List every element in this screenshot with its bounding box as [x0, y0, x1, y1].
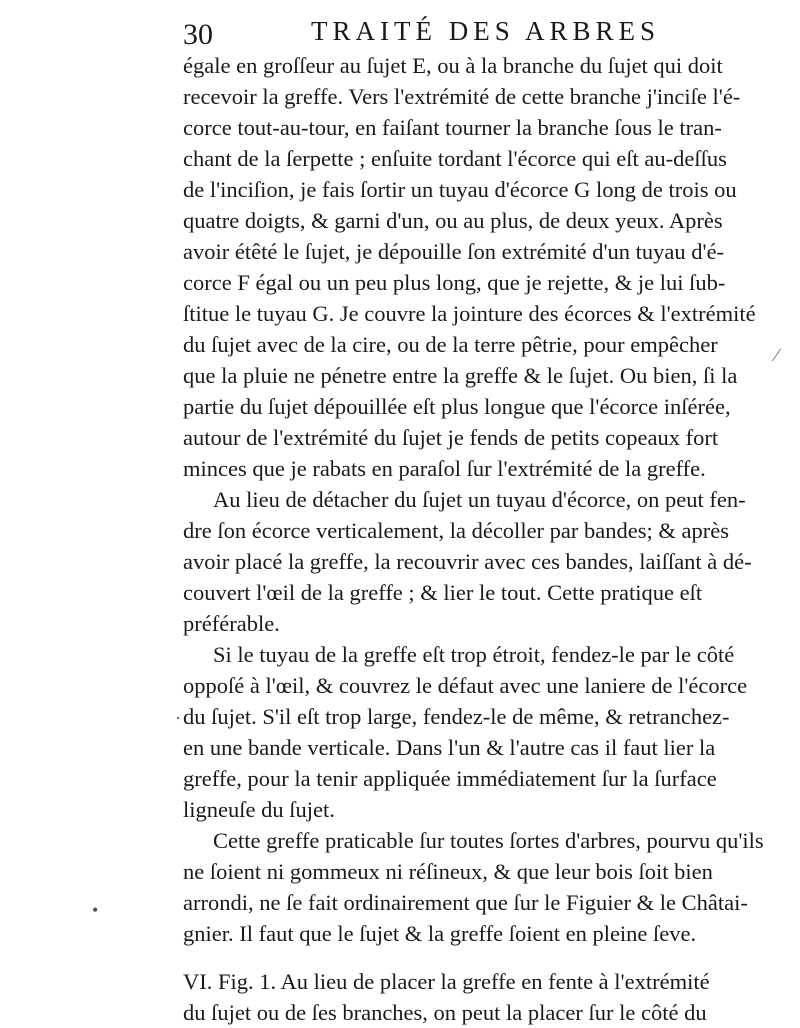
margin-mark: ⁄	[775, 345, 779, 365]
text-line: corce F égal ou un peu plus long, que je rejette, & je lui ſub-	[183, 270, 726, 295]
text-line: du ſujet avec de la cire, ou de la terre pêtrie, pour empêcher	[183, 332, 718, 357]
text-line: dre ſon écorce verticalement, la décoller par bandes; & après	[183, 518, 729, 543]
text-line: du ſujet ou de ſes branches, on peut la placer ſur le côté du	[183, 1000, 707, 1025]
running-title: TRAITÉ DES ARBRES	[311, 16, 661, 46]
text-line: arrondi, ne ſe fait ordinairement que ſur le Figuier & le Châtai-	[183, 890, 748, 915]
paragraph-3	[183, 639, 758, 825]
paragraph-1	[183, 50, 758, 484]
ink-speck: ·	[175, 708, 181, 728]
text-line: VI. Fig. 1. Au lieu de placer la greffe en fente à l'extrémité	[183, 969, 710, 994]
text-line: minces que je rabats en paraſol ſur l'extrémité de la greffe.	[183, 456, 706, 481]
text-line: Cette greffe praticable ſur toutes ſortes d'arbres, pourvu qu'ils	[213, 828, 764, 853]
text-line: préférable.	[183, 611, 280, 636]
text-line: ſtitue le tuyau G. Je couvre la jointure des écorces & l'extrémité	[183, 301, 756, 326]
page-header	[183, 12, 743, 52]
text-line: greffe, pour la tenir appliquée immédiatement ſur la ſurface	[183, 766, 717, 791]
text-line: avoir étêté le ſujet, je dépouille ſon extrémité d'un tuyau d'é-	[183, 239, 725, 264]
text-line: ligneuſe du ſujet.	[183, 797, 335, 822]
text-line: en une bande verticale. Dans l'un & l'autre cas il faut lier la	[183, 735, 716, 760]
text-line: avoir placé la greffe, la recouvrir avec ces bandes, laiſſant à dé-	[183, 549, 752, 574]
text-line: quatre doigts, & garni d'un, ou au plus, de deux yeux. Après	[183, 208, 723, 233]
text-line: Si le tuyau de la greffe eſt trop étroit, fendez-le par le côté	[213, 642, 735, 667]
paragraph-5	[183, 966, 758, 1028]
text-line: chant de la ſerpette ; enſuite tordant l'écorce qui eſt au-deſſus	[183, 146, 727, 171]
text-line: recevoir la greffe. Vers l'extrémité de cette branche j'inciſe l'é-	[183, 84, 741, 109]
text-line: oppoſé à l'œil, & couvrez le défaut avec une laniere de l'écorce	[183, 673, 748, 698]
text-line: couvert l'œil de la greffe ; & lier le tout. Cette pratique eſt	[183, 580, 703, 605]
paragraph-4	[183, 825, 764, 949]
text-line: gnier. Il faut que le ſujet & la greffe ſoient en pleine ſeve.	[183, 921, 697, 946]
ink-speck: •	[92, 900, 99, 920]
text-line: partie du ſujet dépouillée eſt plus longue que l'écorce inſérée,	[183, 394, 731, 419]
paragraph-2	[183, 484, 758, 639]
text-line: ne ſoient ni gommeux ni réſineux, & que leur bois ſoit bien	[183, 859, 713, 884]
text-line: autour de l'extrémité du ſujet je fends de petits copeaux fort	[183, 425, 719, 450]
text-line: de l'inciſion, je fais ſortir un tuyau d'écorce G long de trois ou	[183, 177, 737, 202]
text-line: égale en groſſeur au ſujet E, ou à la branche du ſujet qui doit	[183, 53, 723, 78]
page-number: 30	[183, 18, 213, 51]
text-line: que la pluie ne pénetre entre la greffe & le ſujet. Ou bien, ſi la	[183, 363, 738, 388]
body-text	[183, 50, 764, 1028]
text-line: Au lieu de détacher du ſujet un tuyau d'écorce, on peut fen-	[213, 487, 746, 512]
text-line: corce tout-au-tour, en faiſant tourner la branche ſous le tran-	[183, 115, 722, 140]
text-line: du ſujet. S'il eſt trop large, fendez-le de même, & retranchez-	[183, 704, 730, 729]
